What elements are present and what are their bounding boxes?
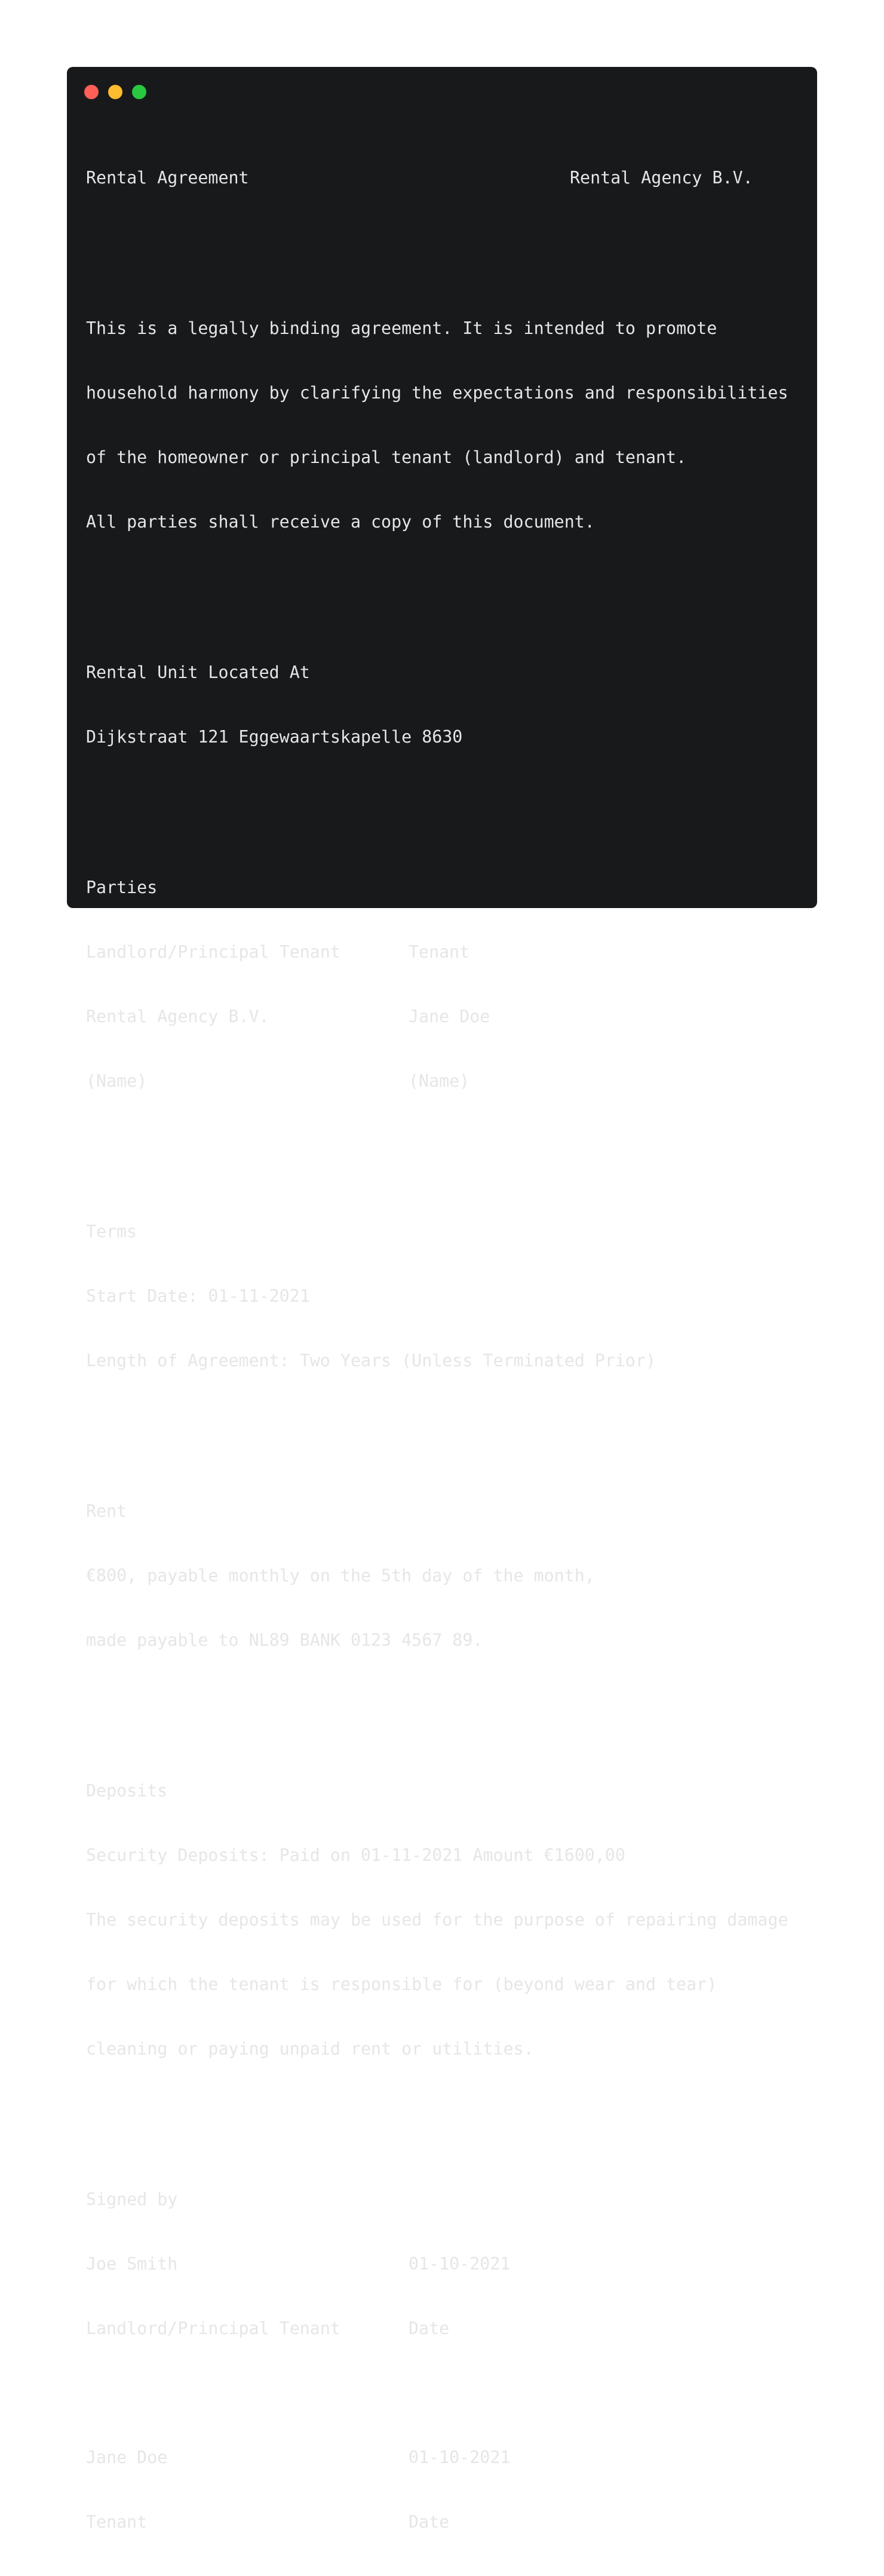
landlord-signer: Joe Smith (86, 2254, 178, 2274)
landlord-role: Landlord/Principal Tenant (86, 2319, 340, 2338)
terminal-window (67, 67, 817, 2532)
tenant-sign-date: 01-10-2021 (409, 2448, 511, 2467)
rental-agreement-document (86, 124, 803, 2576)
rental-unit-address: Dijkstraat 121 Eggewaartskapelle 8630 (86, 727, 463, 747)
tenant-name-caption: (Name) (409, 1071, 470, 1091)
minimize-button[interactable] (108, 85, 122, 99)
parties-heading: Parties (86, 878, 158, 897)
tenant-label: Tenant (409, 942, 470, 962)
intro-line: All parties shall receive a copy of this document. (86, 512, 595, 532)
tenant-name: Jane Doe (409, 1007, 490, 1026)
deposits-line: for which the tenant is responsible for (beyond wear and tear) (86, 1974, 717, 1994)
agency-name: Rental Agency B.V. (570, 168, 753, 188)
signed-by-heading: Signed by (86, 2189, 178, 2209)
tenant-signer: Jane Doe (86, 2448, 168, 2467)
landlord-date-label: Date (409, 2319, 450, 2338)
security-deposit: Security Deposits: Paid on 01-11-2021 Amount €1600,00 (86, 1845, 625, 1865)
terms-length: Length of Agreement: Two Years (Unless Terminated Prior) (86, 1351, 656, 1370)
landlord-sign-date: 01-10-2021 (409, 2254, 511, 2274)
document-title: Rental Agreement (86, 168, 249, 188)
zoom-button[interactable] (132, 85, 146, 99)
tenant-role: Tenant (86, 2512, 148, 2532)
rent-line: made payable to NL89 BANK 0123 4567 89. (86, 1630, 483, 1650)
rent-line: €800, payable monthly on the 5th day of the month, (86, 1566, 595, 1586)
intro-line: This is a legally binding agreement. It is intended to promote (86, 318, 717, 338)
terms-start-date: Start Date: 01-11-2021 (86, 1286, 310, 1306)
close-button[interactable] (84, 85, 99, 99)
terms-heading: Terms (86, 1222, 137, 1241)
rent-heading: Rent (86, 1501, 127, 1521)
intro-line: household harmony by clarifying the expectations and responsibilities (86, 383, 788, 403)
landlord-name: Rental Agency B.V. (86, 1007, 269, 1026)
landlord-name-caption: (Name) (86, 1071, 148, 1091)
intro-line: of the homeowner or principal tenant (landlord) and tenant. (86, 447, 687, 467)
deposits-line: cleaning or paying unpaid rent or utilities. (86, 2039, 534, 2059)
deposits-heading: Deposits (86, 1781, 168, 1801)
deposits-line: The security deposits may be used for the purpose of repairing damage (86, 1910, 788, 1930)
rental-unit-heading: Rental Unit Located At (86, 663, 310, 682)
tenant-date-label: Date (409, 2512, 450, 2532)
landlord-label: Landlord/Principal Tenant (86, 942, 340, 962)
